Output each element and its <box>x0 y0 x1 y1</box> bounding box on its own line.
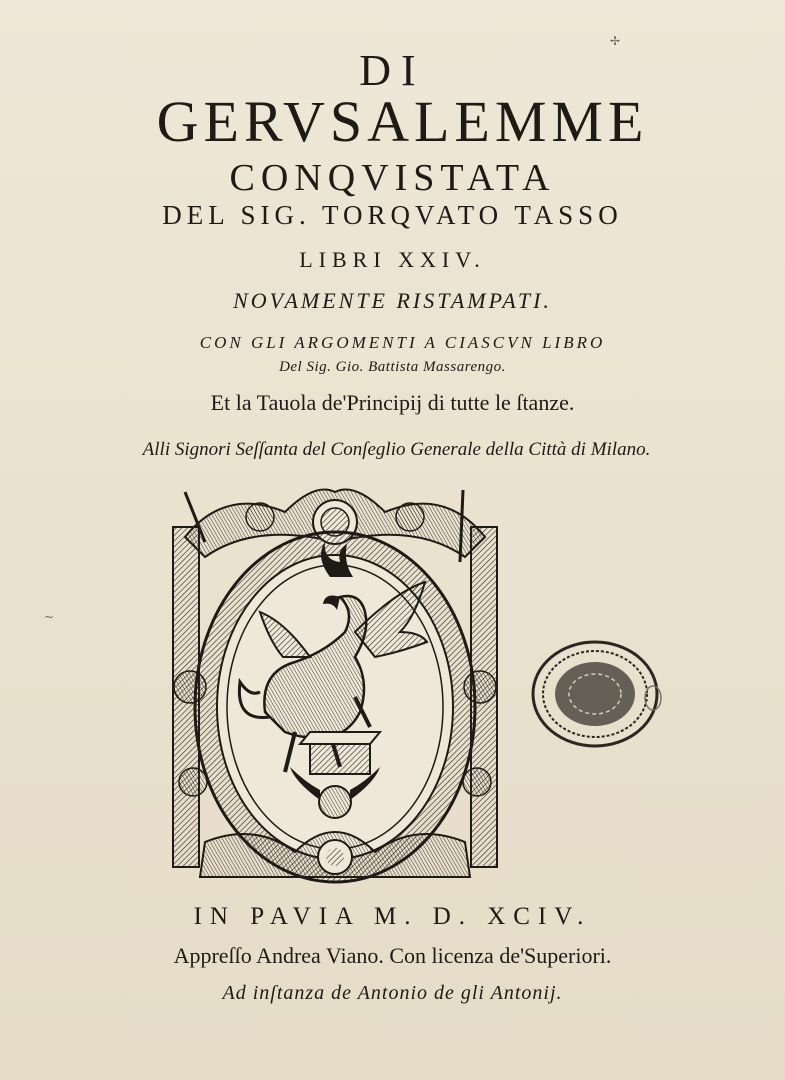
ink-speck: ~ <box>44 610 55 624</box>
griffin-printer-device-icon <box>165 482 505 892</box>
author-line: DEL SIG. TORQVATO TASSO <box>162 200 623 230</box>
arguments-line: CON GLI ARGOMENTI A CIASCVN LIBRO <box>199 333 606 352</box>
library-ownership-stamp-icon <box>527 638 667 750</box>
index-line: Et la Tauola de'Principij di tutte le ſtanze. <box>210 390 575 415</box>
ink-speck: ✢ <box>610 34 621 48</box>
books-count-line: LIBRI XXIV. <box>299 247 486 272</box>
dedication-line: Alli Signori Seſſanta del Conſeglio Generale della Città di Milano. <box>142 439 651 460</box>
title-line-conquistata: CONQVISTATA <box>229 157 556 199</box>
title-line-gerusalemme: GERVSALEMME <box>156 89 649 154</box>
editor-line: Del Sig. Gio. Battista Massarengo. <box>279 359 506 375</box>
imprint-place-date: IN PAVIA M. D. XCIV. <box>193 903 592 930</box>
title-line-di: DI <box>359 46 426 95</box>
printer-line: Appreſſo Andrea Viano. Con licenza de'Superiori. <box>173 943 612 968</box>
publisher-line: Ad inſtanza de Antonio de gli Antonij. <box>222 982 563 1004</box>
reprint-line: NOVAMENTE RISTAMPATI. <box>233 288 552 313</box>
